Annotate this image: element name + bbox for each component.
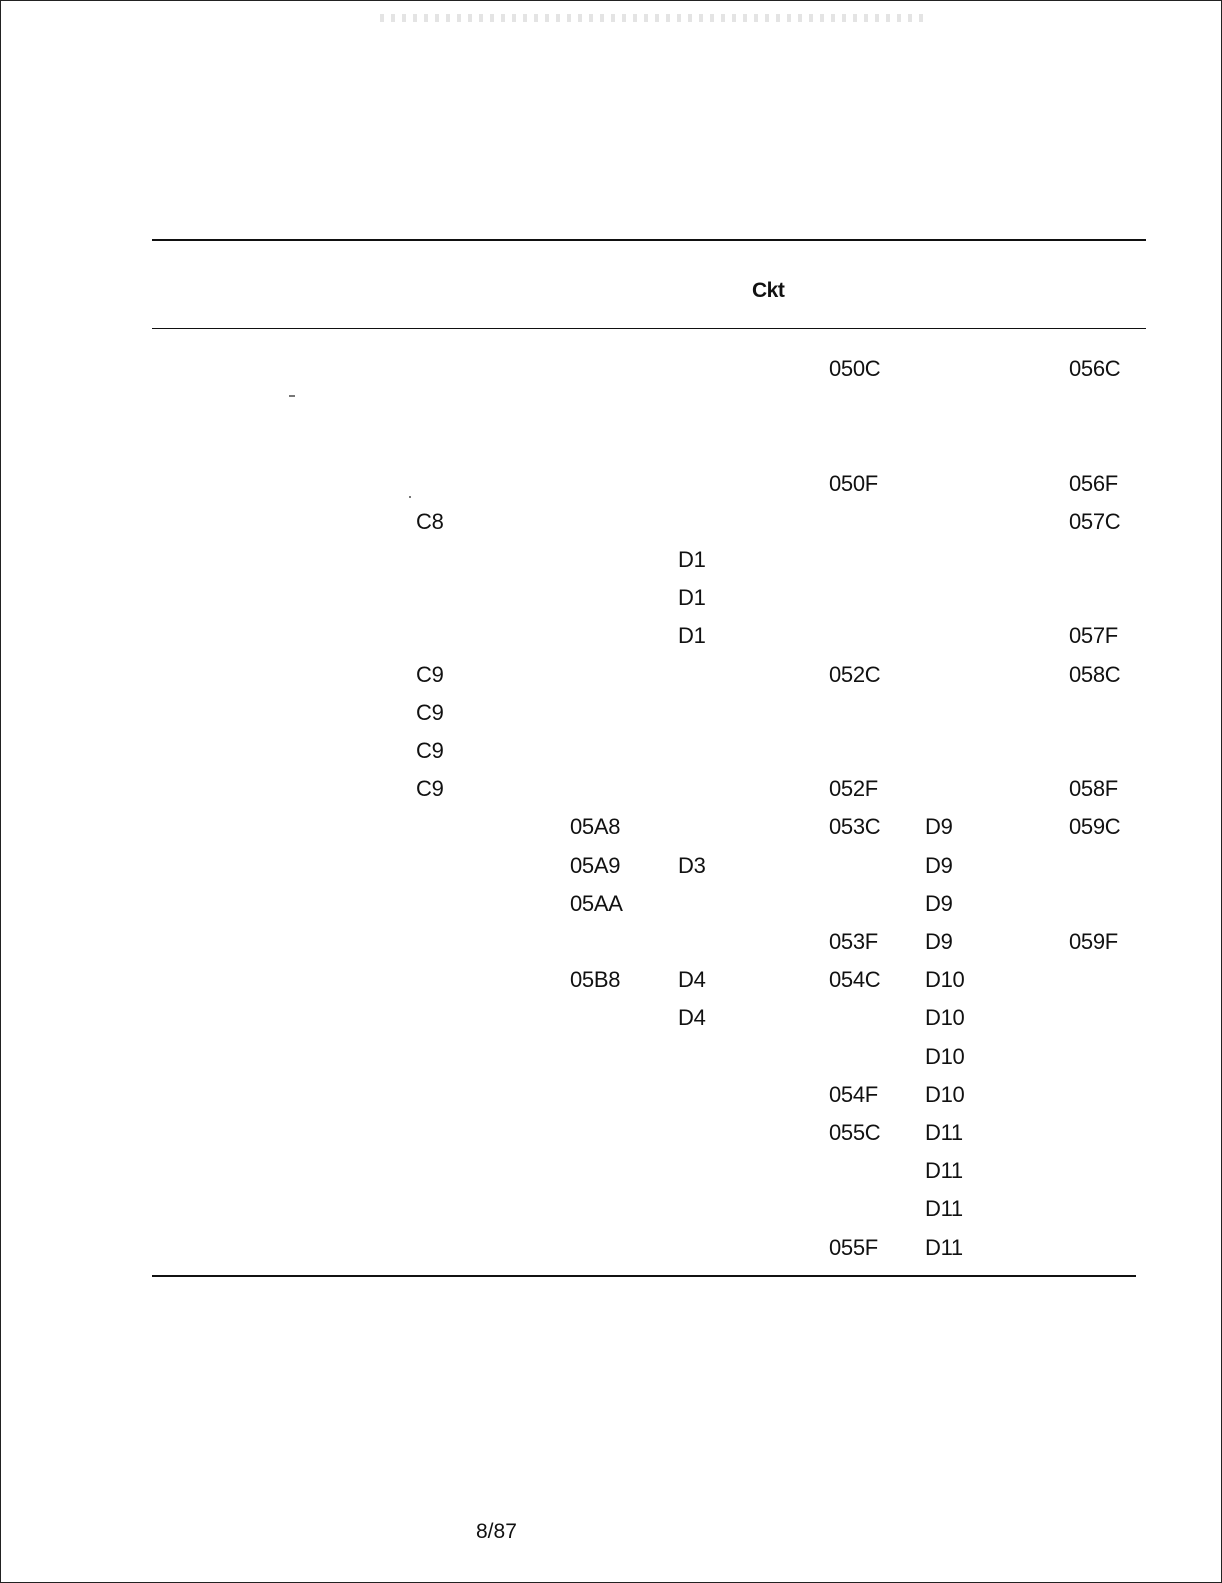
table-cell: 050C	[829, 356, 881, 381]
table-header-rule	[152, 328, 1146, 329]
table-cell: 053F	[829, 929, 878, 954]
footer-date: 8/87	[476, 1520, 517, 1543]
table-cell: D10	[925, 967, 965, 992]
table-cell: 056F	[1069, 471, 1118, 496]
table-cell: 055F	[829, 1235, 878, 1260]
table-cell: D11	[925, 1235, 963, 1260]
table-cell: 059C	[1069, 814, 1121, 839]
table-bottom-rule	[152, 1275, 1136, 1277]
table-cell: C8	[416, 509, 444, 534]
table-cell: 056C	[1069, 356, 1121, 381]
table-cell: 05B8	[570, 967, 621, 992]
table-cell: D9	[925, 929, 953, 954]
table-cell: D9	[925, 891, 953, 916]
table-cell: 057F	[1069, 623, 1118, 648]
table-cell: D4	[678, 1005, 706, 1030]
table-cell: 058F	[1069, 776, 1118, 801]
table-cell: C9	[416, 662, 444, 687]
table-cell: C9	[416, 776, 444, 801]
table-cell: 058C	[1069, 662, 1121, 687]
scan-speck	[409, 496, 411, 498]
table-cell: D1	[678, 547, 706, 572]
table-cell: C9	[416, 738, 444, 763]
table-top-rule	[152, 239, 1146, 241]
table-cell: D10	[925, 1082, 965, 1107]
table-cell: D3	[678, 853, 706, 878]
column-header-ckt: Ckt	[752, 279, 785, 302]
table-cell: 052C	[829, 662, 881, 687]
table-cell: D10	[925, 1044, 965, 1069]
scan-speck	[289, 395, 295, 397]
table-cell: 059F	[1069, 929, 1118, 954]
table-cell: 057C	[1069, 509, 1121, 534]
table-cell: 053C	[829, 814, 881, 839]
table-cell: D10	[925, 1005, 965, 1030]
table-cell: 055C	[829, 1120, 881, 1145]
table-cell: 054F	[829, 1082, 878, 1107]
table-cell: 05AA	[570, 891, 623, 916]
table-cell: 054C	[829, 967, 881, 992]
table-cell: D9	[925, 853, 953, 878]
table-cell: 050F	[829, 471, 878, 496]
table-cell: D11	[925, 1120, 963, 1145]
table-cell: 05A8	[570, 814, 621, 839]
table-cell: 05A9	[570, 853, 621, 878]
table-cell: D9	[925, 814, 953, 839]
scan-noise	[380, 14, 930, 22]
table-cell: D1	[678, 623, 706, 648]
table-cell: D11	[925, 1196, 963, 1221]
table-cell: D4	[678, 967, 706, 992]
table-cell: 052F	[829, 776, 878, 801]
table-cell: C9	[416, 700, 444, 725]
table-cell: D11	[925, 1158, 963, 1183]
table-cell: D1	[678, 585, 706, 610]
